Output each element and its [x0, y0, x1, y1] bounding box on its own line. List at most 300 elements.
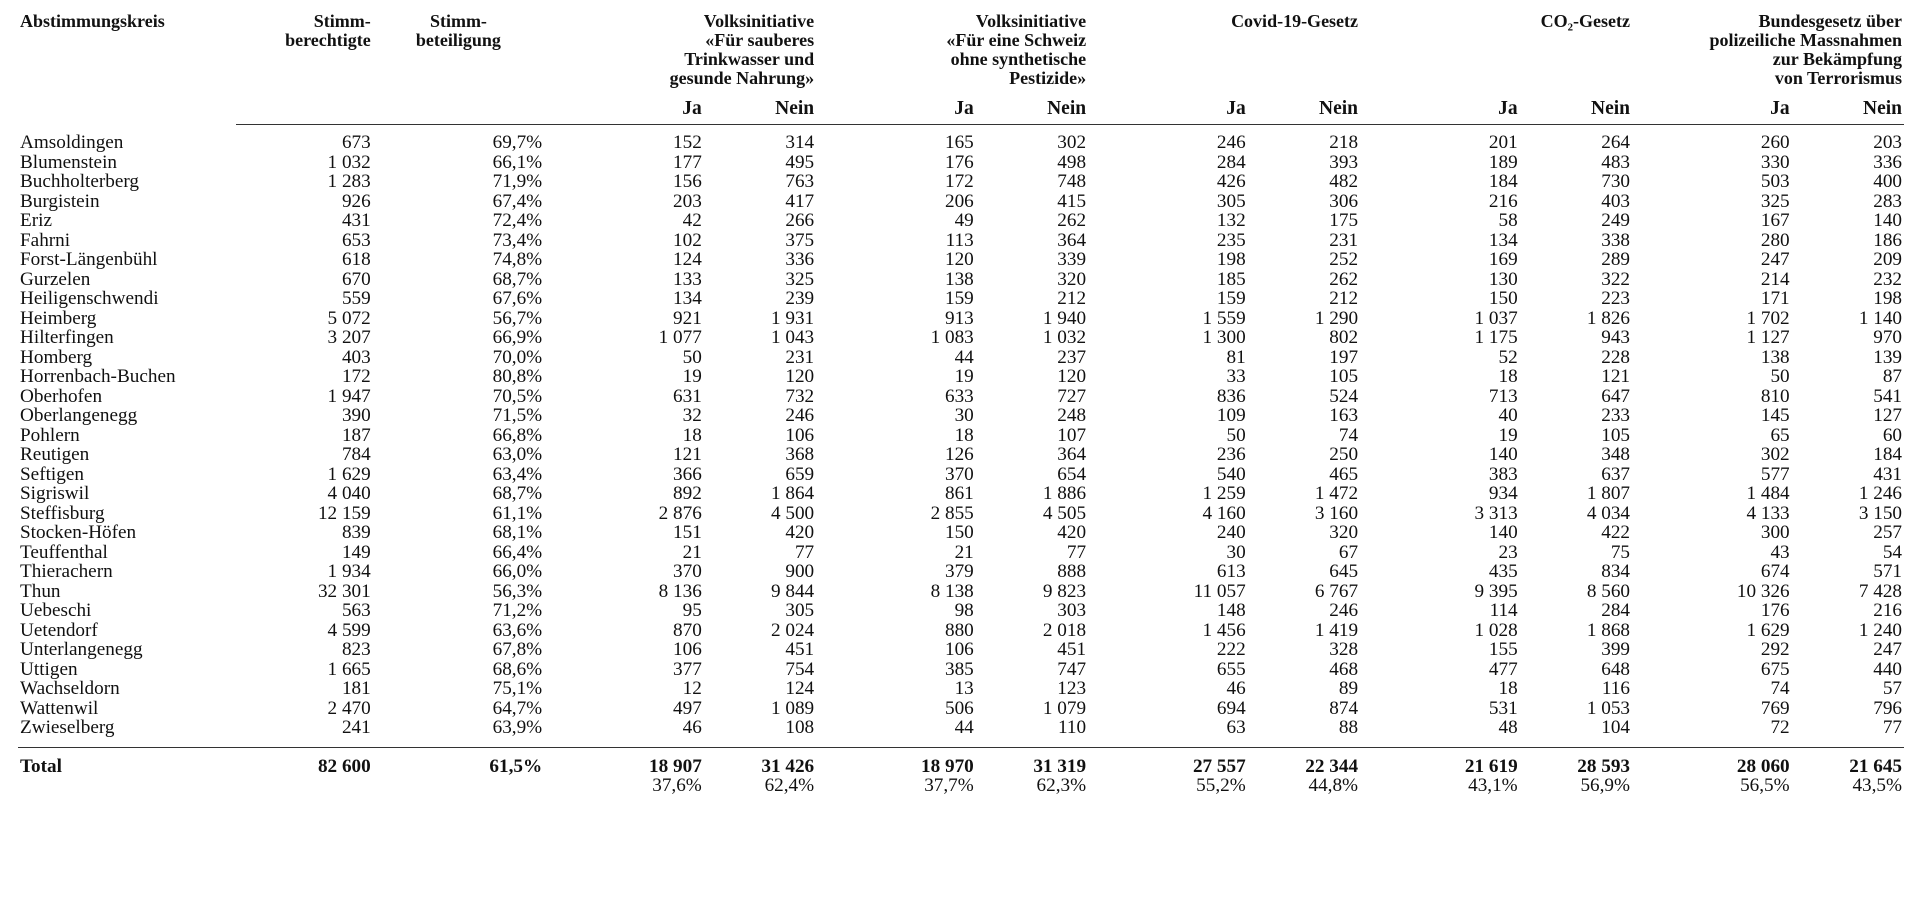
no-votes: 88	[1338, 717, 1359, 738]
yes-votes: 3 313	[1474, 502, 1518, 524]
no-votes: 250	[1329, 444, 1359, 465]
no-votes: 231	[785, 346, 815, 368]
yes-votes: 1 028	[1474, 619, 1518, 641]
turnout: 67,8%	[492, 639, 543, 660]
no-votes: 9 844	[770, 580, 815, 602]
total-yes: 27 557	[1088, 747, 1248, 776]
region-name: Stocken-Höfen	[20, 522, 137, 543]
no-votes: 198	[1873, 288, 1902, 309]
no-votes: 747	[1057, 658, 1087, 680]
empty-cell	[373, 776, 544, 796]
table-row	[18, 211, 1904, 231]
yes-votes: 325	[1760, 190, 1790, 212]
region-name: Amsoldingen	[20, 131, 124, 153]
no-votes: 246	[1329, 600, 1359, 621]
no-votes: 796	[1873, 697, 1902, 719]
no-votes: 283	[1873, 190, 1902, 212]
header-eligible-blank	[236, 96, 373, 125]
no-votes: 364	[1057, 229, 1087, 251]
header-proposal-label: CO₂-Gesetz	[1540, 11, 1630, 31]
yes-votes: 145	[1760, 405, 1790, 426]
no-votes: 415	[1057, 190, 1087, 212]
region-name: Wachseldorn	[20, 678, 120, 699]
no-votes: 4 500	[770, 502, 815, 524]
header-proposal-label: Bundesgesetz über polizeiliche Massnahmen zur Bekämpfung von Terrorismus	[1709, 11, 1902, 88]
table-row	[18, 543, 1904, 563]
no-votes: 348	[1601, 444, 1630, 465]
total-yes: 18 970	[816, 747, 976, 776]
table-row	[18, 679, 1904, 699]
turnout: 64,7%	[492, 697, 543, 719]
yes-votes: 113	[945, 229, 974, 251]
header-turnout	[373, 8, 544, 96]
no-votes: 233	[1601, 405, 1630, 426]
table-body	[18, 125, 1904, 748]
no-votes: 74	[1338, 424, 1359, 446]
yes-votes: 4 160	[1202, 502, 1246, 524]
no-votes: 289	[1601, 249, 1630, 270]
no-votes: 730	[1601, 171, 1630, 192]
yes-votes: 32	[682, 405, 702, 426]
no-votes: 420	[785, 522, 815, 543]
region-name: Homberg	[20, 346, 93, 368]
yes-votes: 98	[954, 600, 974, 621]
yes-votes: 655	[1216, 658, 1246, 680]
total-row	[18, 747, 1904, 776]
yes-votes: 1 083	[930, 327, 974, 348]
eligible-voters: 618	[341, 249, 371, 270]
no-votes: 105	[1601, 424, 1630, 446]
turnout: 56,3%	[492, 580, 543, 602]
no-votes: 203	[1873, 132, 1902, 153]
total-no-percent: 43,5%	[1852, 775, 1902, 796]
yes-votes: 19	[954, 366, 974, 387]
no-votes: 89	[1338, 678, 1359, 699]
no-votes: 264	[1601, 132, 1630, 153]
yes-votes: 385	[944, 658, 974, 680]
region-name: Sigriswil	[20, 483, 90, 504]
yes-votes: 176	[1760, 600, 1790, 621]
yes-votes: 134	[1488, 229, 1518, 251]
eligible-voters: 559	[341, 288, 371, 309]
eligible-voters: 673	[341, 132, 371, 153]
yes-votes: 216	[1488, 190, 1518, 212]
total-yes-percent: 37,7%	[924, 775, 974, 796]
no-votes: 246	[785, 405, 815, 426]
yes-votes: 1 127	[1746, 327, 1790, 348]
no-votes: 54	[1882, 541, 1902, 563]
eligible-voters: 149	[341, 541, 371, 563]
header-proposal-label: Covid-19-Gesetz	[1231, 11, 1359, 31]
no-votes: 3 160	[1314, 502, 1359, 524]
yes-votes: 577	[1760, 463, 1790, 485]
yes-votes: 109	[1216, 405, 1246, 426]
yes-votes: 506	[944, 697, 974, 719]
region-name: Uebeschi	[20, 600, 92, 621]
no-votes: 422	[1601, 522, 1630, 543]
no-votes: 116	[1601, 678, 1630, 699]
yes-votes: 172	[944, 171, 974, 192]
yes-votes: 1 259	[1202, 483, 1246, 504]
no-votes: 6 767	[1314, 580, 1359, 602]
no-votes: 306	[1329, 190, 1359, 212]
yes-votes: 58	[1498, 210, 1518, 231]
no-votes: 257	[1873, 522, 1902, 543]
no-votes: 305	[785, 600, 815, 621]
no-votes: 1 419	[1314, 619, 1359, 641]
yes-votes: 214	[1760, 268, 1790, 290]
results-table	[18, 8, 1904, 796]
yes-votes: 383	[1488, 463, 1518, 485]
no-votes: 1 886	[1042, 483, 1087, 504]
yes-votes: 189	[1488, 151, 1518, 173]
header-proposal-2	[816, 8, 1088, 96]
no-votes: 314	[785, 132, 815, 153]
yes-votes: 280	[1760, 229, 1790, 251]
yes-votes: 102	[673, 229, 702, 251]
no-votes: 60	[1882, 424, 1902, 446]
no-votes: 338	[1601, 229, 1630, 251]
header-turnout-blank	[373, 96, 544, 125]
no-votes: 123	[1057, 678, 1087, 699]
region-name: Gurzelen	[20, 268, 91, 290]
yes-votes: 21	[954, 541, 974, 563]
yes-votes: 674	[1760, 561, 1790, 582]
no-votes: 184	[1873, 444, 1902, 465]
eligible-voters: 784	[341, 444, 371, 465]
yes-votes: 50	[1770, 366, 1790, 387]
yes-votes: 633	[944, 385, 974, 407]
no-votes: 645	[1329, 561, 1359, 582]
turnout: 68,7%	[492, 483, 543, 504]
no-votes: 1 472	[1314, 483, 1359, 504]
table-row	[18, 250, 1904, 270]
yes-votes: 8 138	[930, 580, 974, 602]
yes-votes: 236	[1216, 444, 1246, 465]
region-name: Uttigen	[20, 658, 78, 680]
no-votes: 237	[1057, 346, 1087, 368]
yes-votes: 185	[1216, 268, 1246, 290]
no-votes: 110	[1058, 717, 1087, 738]
table-row	[18, 172, 1904, 192]
yes-votes: 1 456	[1202, 619, 1246, 641]
turnout: 71,2%	[492, 600, 543, 621]
yes-votes: 50	[682, 346, 702, 368]
no-votes: 124	[785, 678, 815, 699]
no-votes: 104	[1601, 717, 1630, 738]
no-votes: 468	[1329, 658, 1359, 680]
no-votes: 186	[1873, 229, 1902, 251]
header-eligible-label: Stimm- berechtigte	[285, 11, 371, 50]
yes-votes: 18	[1498, 678, 1518, 699]
turnout: 69,7%	[492, 132, 543, 153]
region-name: Reutigen	[20, 444, 90, 465]
total-no: 31 319	[976, 747, 1088, 776]
yes-votes: 235	[1216, 229, 1246, 251]
yes-votes: 171	[1760, 288, 1790, 309]
no-votes: 266	[785, 210, 815, 231]
turnout: 63,0%	[492, 444, 543, 465]
no-votes: 4 505	[1042, 502, 1087, 524]
no-votes: 87	[1882, 366, 1902, 387]
no-votes: 302	[1057, 132, 1087, 153]
yes-votes: 503	[1760, 171, 1790, 192]
yes-votes: 880	[944, 619, 974, 641]
no-votes: 637	[1601, 463, 1630, 485]
yes-votes: 46	[682, 717, 702, 738]
no-votes: 121	[1601, 366, 1630, 387]
no-votes: 212	[1329, 288, 1359, 309]
yes-votes: 165	[944, 132, 974, 153]
table-header	[18, 8, 1904, 125]
yes-votes: 2 876	[658, 502, 702, 524]
yes-votes: 1 702	[1746, 307, 1790, 329]
total-yes-percent: 55,2%	[1196, 775, 1246, 796]
yes-votes: 18	[1498, 366, 1518, 387]
table-row	[18, 328, 1904, 348]
yes-votes: 177	[673, 151, 702, 173]
yes-votes: 206	[944, 190, 974, 212]
yes-votes: 49	[954, 210, 974, 231]
yes-votes: 150	[1488, 288, 1518, 309]
header-proposal-3	[1088, 8, 1360, 96]
no-votes: 654	[1057, 463, 1087, 485]
no-votes: 900	[785, 561, 815, 582]
header-proposal-label: Volksinitiative «Für eine Schweiz ohne synthetische Pestizide»	[946, 11, 1087, 88]
no-votes: 763	[785, 171, 815, 192]
no-votes: 197	[1329, 346, 1359, 368]
no-votes: 874	[1329, 697, 1359, 719]
no-votes: 417	[785, 190, 815, 212]
turnout: 68,6%	[492, 658, 543, 680]
table-row	[18, 309, 1904, 329]
no-votes: 2 018	[1042, 619, 1087, 641]
yes-votes: 203	[673, 190, 702, 212]
yes-votes: 913	[944, 307, 974, 329]
yes-votes: 19	[682, 366, 702, 387]
empty-cell	[236, 776, 373, 796]
yes-votes: 13	[954, 678, 974, 699]
yes-votes: 246	[1216, 132, 1246, 153]
total-yes-percent: 43,1%	[1468, 775, 1518, 796]
yes-votes: 284	[1216, 151, 1246, 173]
no-votes: 732	[785, 385, 815, 407]
total-label: Total	[18, 747, 236, 776]
no-votes: 495	[785, 151, 815, 173]
yes-votes: 106	[673, 639, 702, 660]
total-yes: 21 619	[1360, 747, 1520, 776]
no-votes: 834	[1601, 561, 1630, 582]
region-name: Pohlern	[20, 424, 80, 446]
no-votes: 322	[1601, 268, 1630, 290]
table-row	[18, 348, 1904, 368]
yes-votes: 540	[1216, 463, 1246, 485]
table-row	[18, 445, 1904, 465]
no-votes: 483	[1601, 151, 1630, 173]
yes-votes: 65	[1770, 424, 1790, 446]
yes-votes: 184	[1488, 171, 1518, 192]
yes-votes: 140	[1488, 444, 1518, 465]
yes-votes: 1 300	[1202, 327, 1246, 348]
eligible-voters: 403	[341, 346, 371, 368]
yes-votes: 152	[673, 132, 702, 153]
table-row	[18, 504, 1904, 524]
region-name: Oberlangenegg	[20, 405, 138, 426]
no-votes: 1 290	[1314, 307, 1359, 329]
no-votes: 262	[1329, 268, 1359, 290]
no-votes: 943	[1601, 327, 1630, 348]
turnout: 74,8%	[492, 249, 543, 270]
yes-votes: 921	[673, 307, 702, 329]
header-proposal-4	[1360, 8, 1632, 96]
eligible-voters: 1 934	[327, 561, 371, 582]
region-name: Burgistein	[20, 190, 100, 212]
yes-votes: 302	[1760, 444, 1790, 465]
yes-votes: 42	[682, 210, 702, 231]
yes-votes: 370	[944, 463, 974, 485]
eligible-voters: 670	[341, 268, 371, 290]
no-votes: 247	[1873, 639, 1902, 660]
header-proposal-5	[1632, 8, 1904, 96]
total-no-percent: 44,8%	[1308, 775, 1359, 796]
no-votes: 9 823	[1042, 580, 1087, 602]
no-votes: 748	[1057, 171, 1087, 192]
no-votes: 420	[1057, 522, 1087, 543]
yes-votes: 63	[1226, 717, 1246, 738]
table-total	[18, 747, 1904, 796]
no-votes: 888	[1057, 561, 1087, 582]
eligible-voters: 12 159	[317, 502, 371, 524]
no-votes: 336	[785, 249, 815, 270]
yes-votes: 155	[1488, 639, 1518, 660]
no-votes: 1 240	[1858, 619, 1902, 641]
no-votes: 440	[1873, 658, 1902, 680]
turnout: 72,4%	[492, 210, 543, 231]
yes-votes: 23	[1498, 541, 1518, 563]
yes-votes: 126	[944, 444, 974, 465]
yes-votes: 861	[944, 483, 974, 504]
no-votes: 339	[1057, 249, 1087, 270]
yes-votes: 21	[682, 541, 702, 563]
yes-votes: 330	[1760, 151, 1790, 173]
no-votes: 228	[1601, 346, 1630, 368]
total-no: 22 344	[1248, 747, 1360, 776]
yes-votes: 1 175	[1474, 327, 1518, 348]
no-votes: 232	[1873, 268, 1902, 290]
table-row	[18, 718, 1904, 747]
no-votes: 127	[1873, 405, 1902, 426]
eligible-voters: 1 629	[327, 463, 371, 485]
eligible-voters: 2 470	[327, 697, 371, 719]
header-eligible	[236, 8, 373, 96]
table-row	[18, 465, 1904, 485]
yes-votes: 43	[1770, 541, 1790, 563]
yes-votes: 198	[1216, 249, 1246, 270]
yes-votes: 140	[1488, 522, 1518, 543]
no-votes: 399	[1601, 639, 1630, 660]
yes-votes: 713	[1488, 385, 1518, 407]
total-no: 21 645	[1792, 747, 1904, 776]
yes-votes: 292	[1760, 639, 1790, 660]
no-votes: 249	[1601, 210, 1630, 231]
table-row	[18, 387, 1904, 407]
table-row	[18, 426, 1904, 446]
no-votes: 3 150	[1858, 502, 1902, 524]
turnout: 66,0%	[492, 561, 543, 582]
header-no: Nein	[976, 96, 1088, 125]
eligible-voters: 4 040	[327, 483, 371, 504]
yes-votes: 12	[682, 678, 702, 699]
header-no: Nein	[1792, 96, 1904, 125]
yes-votes: 11 057	[1193, 580, 1246, 602]
total-eligible: 82 600	[236, 747, 373, 776]
no-votes: 57	[1882, 678, 1902, 699]
yes-votes: 240	[1216, 522, 1246, 543]
yes-votes: 52	[1498, 346, 1518, 368]
yes-votes: 18	[682, 424, 702, 446]
turnout: 71,9%	[492, 171, 543, 192]
yes-votes: 370	[673, 561, 702, 582]
total-yes: 18 907	[544, 747, 704, 776]
turnout: 66,9%	[492, 327, 543, 348]
yes-votes: 9 395	[1474, 580, 1518, 602]
no-votes: 1 053	[1586, 697, 1630, 719]
yes-votes: 379	[944, 561, 974, 582]
turnout: 61,1%	[492, 502, 543, 524]
yes-votes: 48	[1498, 717, 1518, 738]
turnout: 67,6%	[492, 288, 543, 309]
no-votes: 451	[785, 639, 815, 660]
yes-votes: 19	[1498, 424, 1518, 446]
yes-votes: 176	[944, 151, 974, 173]
no-votes: 1 140	[1858, 307, 1902, 329]
yes-votes: 8 136	[658, 580, 702, 602]
no-votes: 107	[1057, 424, 1087, 446]
yes-votes: 1 037	[1474, 307, 1518, 329]
no-votes: 216	[1873, 600, 1902, 621]
eligible-voters: 431	[341, 210, 371, 231]
table-row	[18, 367, 1904, 387]
eligible-voters: 839	[341, 522, 371, 543]
eligible-voters: 823	[341, 639, 371, 660]
yes-votes: 300	[1760, 522, 1790, 543]
region-name: Buchholterberg	[20, 171, 140, 192]
no-votes: 647	[1601, 385, 1630, 407]
no-votes: 163	[1329, 405, 1359, 426]
no-votes: 431	[1873, 463, 1902, 485]
no-votes: 2 024	[770, 619, 815, 641]
yes-votes: 40	[1498, 405, 1518, 426]
table-row	[18, 660, 1904, 680]
yes-votes: 50	[1226, 424, 1246, 446]
turnout: 67,4%	[492, 190, 543, 212]
no-votes: 67	[1338, 541, 1359, 563]
table-row	[18, 562, 1904, 582]
turnout: 75,1%	[492, 678, 543, 699]
yes-votes: 2 855	[930, 502, 974, 524]
yes-votes: 1 484	[1746, 483, 1790, 504]
no-votes: 1 089	[770, 697, 815, 719]
region-name: Heiligenschwendi	[20, 288, 159, 309]
eligible-voters: 1 283	[327, 171, 371, 192]
yes-votes: 305	[1216, 190, 1246, 212]
header-no: Nein	[704, 96, 816, 125]
header-region	[18, 8, 236, 125]
yes-votes: 74	[1770, 678, 1790, 699]
yes-votes: 72	[1770, 717, 1790, 738]
no-votes: 727	[1057, 385, 1087, 407]
no-votes: 325	[785, 268, 815, 290]
